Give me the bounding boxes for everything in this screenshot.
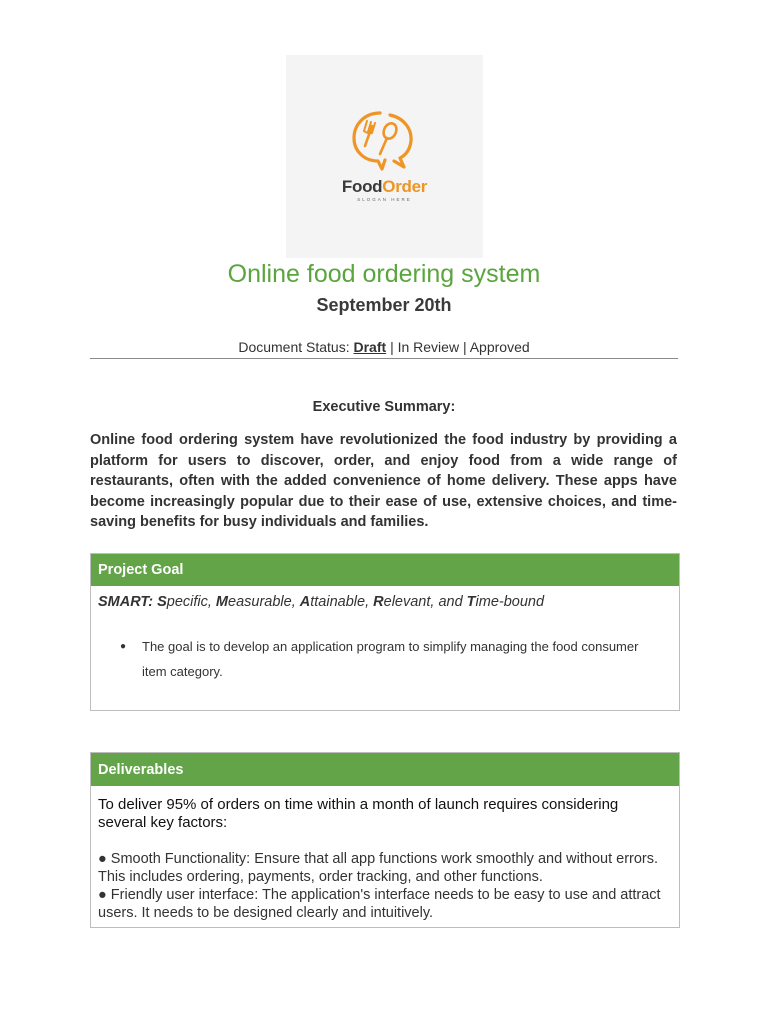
status-label: Document Status: — [238, 339, 350, 355]
status-option-in-review[interactable]: In Review — [397, 339, 460, 355]
document-title: Online food ordering system — [227, 260, 541, 288]
logo-wordmark: FoodOrder — [341, 177, 428, 196]
list-item: ● Friendly user interface: The application's interface needs to be easy to use and attract users. It needs to be designed clearly and intuitively. — [98, 887, 661, 921]
fork-spoon-chat-bubble-icon — [350, 109, 420, 171]
executive-summary-body: Online food ordering system have revolutionized the food industry by providing a platform for users to discover, order, and enjoy food from a wide range of restaurants, often with the added convenience of home delivery. These apps have become increasingly popular due to their ease of use, extensive choices, and time-saving benefits for busy individuals and families. — [90, 432, 677, 530]
bullet-icon: ● — [120, 641, 127, 652]
project-goal-panel — [90, 553, 680, 711]
deliverables-list — [98, 850, 668, 922]
document-date: September 20th — [316, 295, 452, 315]
status-option-draft[interactable]: Draft — [353, 339, 387, 355]
status-option-approved[interactable]: Approved — [469, 339, 530, 355]
deliverables-intro: To deliver 95% of orders on time within a month of launch requires considering several key factors: — [98, 796, 619, 831]
deliverables-panel — [90, 752, 680, 928]
executive-summary-heading: Executive Summary: — [312, 399, 456, 415]
smart-prefix: SMART: — [98, 594, 154, 610]
divider — [90, 358, 678, 359]
project-goal-heading: Project Goal — [91, 554, 679, 586]
deliverables-heading: Deliverables — [91, 753, 679, 786]
status-separator: | — [390, 339, 394, 355]
list-item: ● The goal is to develop an application program to simplify managing the food consumer item category. — [120, 634, 650, 684]
list-item: ● Smooth Functionality: Ensure that all app functions work smoothly and without errors. This includes ordering, payments, order tracking, and other functions. — [98, 851, 659, 885]
logo — [286, 55, 483, 258]
smart-criteria: SMART: Specific, Measurable, Attainable, Relevant, and Time-bound — [98, 594, 545, 610]
logo-slogan: SLOGAN HERE — [357, 197, 412, 202]
document-status — [0, 339, 768, 355]
status-separator: | — [462, 339, 467, 355]
